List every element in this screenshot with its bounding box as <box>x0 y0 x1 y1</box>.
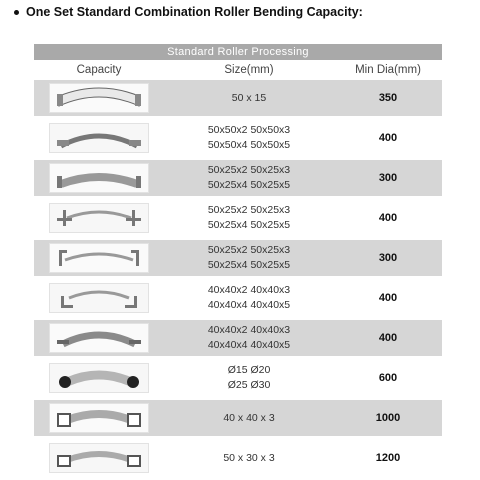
table-row <box>34 360 442 396</box>
size-line-1: 50x25x2 50x25x3 <box>207 244 291 256</box>
size-line-2: 40x40x4 40x40x5 <box>207 299 291 311</box>
size-line-2: 50x50x4 50x50x5 <box>207 139 291 151</box>
angle-outward-profile-icon <box>53 326 145 350</box>
size-line-2: 50x25x4 50x25x5 <box>207 179 291 191</box>
size-line-1: 50x50x2 50x50x3 <box>207 124 291 136</box>
table-row <box>34 400 442 436</box>
table-row <box>34 200 442 236</box>
size-line-1: 40x40x2 40x40x3 <box>207 324 291 336</box>
column-min-dia: Min Dia(mm) <box>355 64 421 76</box>
page-heading <box>14 2 474 22</box>
size-line-1: 50x25x2 50x25x3 <box>207 204 291 216</box>
min-dia-value: 300 <box>378 252 398 264</box>
channel-inverted-profile-icon <box>53 246 145 270</box>
table-row <box>34 320 442 356</box>
table-row <box>34 160 442 196</box>
size-line-1: 50x25x2 50x25x3 <box>207 164 291 176</box>
column-headers <box>34 60 442 80</box>
angle-inverted-profile-icon <box>53 286 145 310</box>
size-line-1: 40 x 40 x 3 <box>223 411 275 424</box>
size-line-1: 50 x 15 <box>231 91 267 104</box>
heading-text: One Set Standard Combination Roller Bending Capacity: <box>26 5 363 19</box>
size-line-2: 50x25x4 50x25x5 <box>207 219 291 231</box>
min-dia-value: 1200 <box>375 452 401 464</box>
channel-profile-icon <box>53 166 145 190</box>
table-title: Standard Roller Processing <box>34 44 442 60</box>
min-dia-value: 300 <box>378 172 398 184</box>
flat-bar-profile-icon <box>53 86 145 110</box>
column-size: Size(mm) <box>224 64 274 76</box>
table-row <box>34 440 442 476</box>
rect-tube-profile-icon <box>53 446 145 470</box>
t-profile-icon <box>53 206 145 230</box>
size-line-1: 50 x 30 x 3 <box>223 451 275 464</box>
table-row <box>34 120 442 156</box>
min-dia-value: 400 <box>378 332 398 344</box>
min-dia-value: 350 <box>378 92 398 104</box>
size-line-1: 40x40x2 40x40x3 <box>207 284 291 296</box>
angle-profile-icon <box>53 126 145 150</box>
min-dia-value: 400 <box>378 212 398 224</box>
table-row <box>34 80 442 116</box>
round-bar-profile-icon <box>53 366 145 390</box>
min-dia-value: 600 <box>378 372 398 384</box>
size-line-2: 40x40x4 40x40x5 <box>207 339 291 351</box>
size-line-2: 50x25x4 50x25x5 <box>207 259 291 271</box>
min-dia-value: 400 <box>378 292 398 304</box>
column-capacity: Capacity <box>76 64 122 76</box>
square-tube-profile-icon <box>53 406 145 430</box>
bullet-icon <box>14 10 19 15</box>
table-row <box>34 240 442 276</box>
size-line-1: Ø15 Ø20 <box>227 364 271 376</box>
min-dia-value: 400 <box>378 132 398 144</box>
min-dia-value: 1000 <box>375 412 401 424</box>
capacity-table <box>34 44 442 476</box>
table-row <box>34 280 442 316</box>
size-line-2: Ø25 Ø30 <box>227 379 271 391</box>
